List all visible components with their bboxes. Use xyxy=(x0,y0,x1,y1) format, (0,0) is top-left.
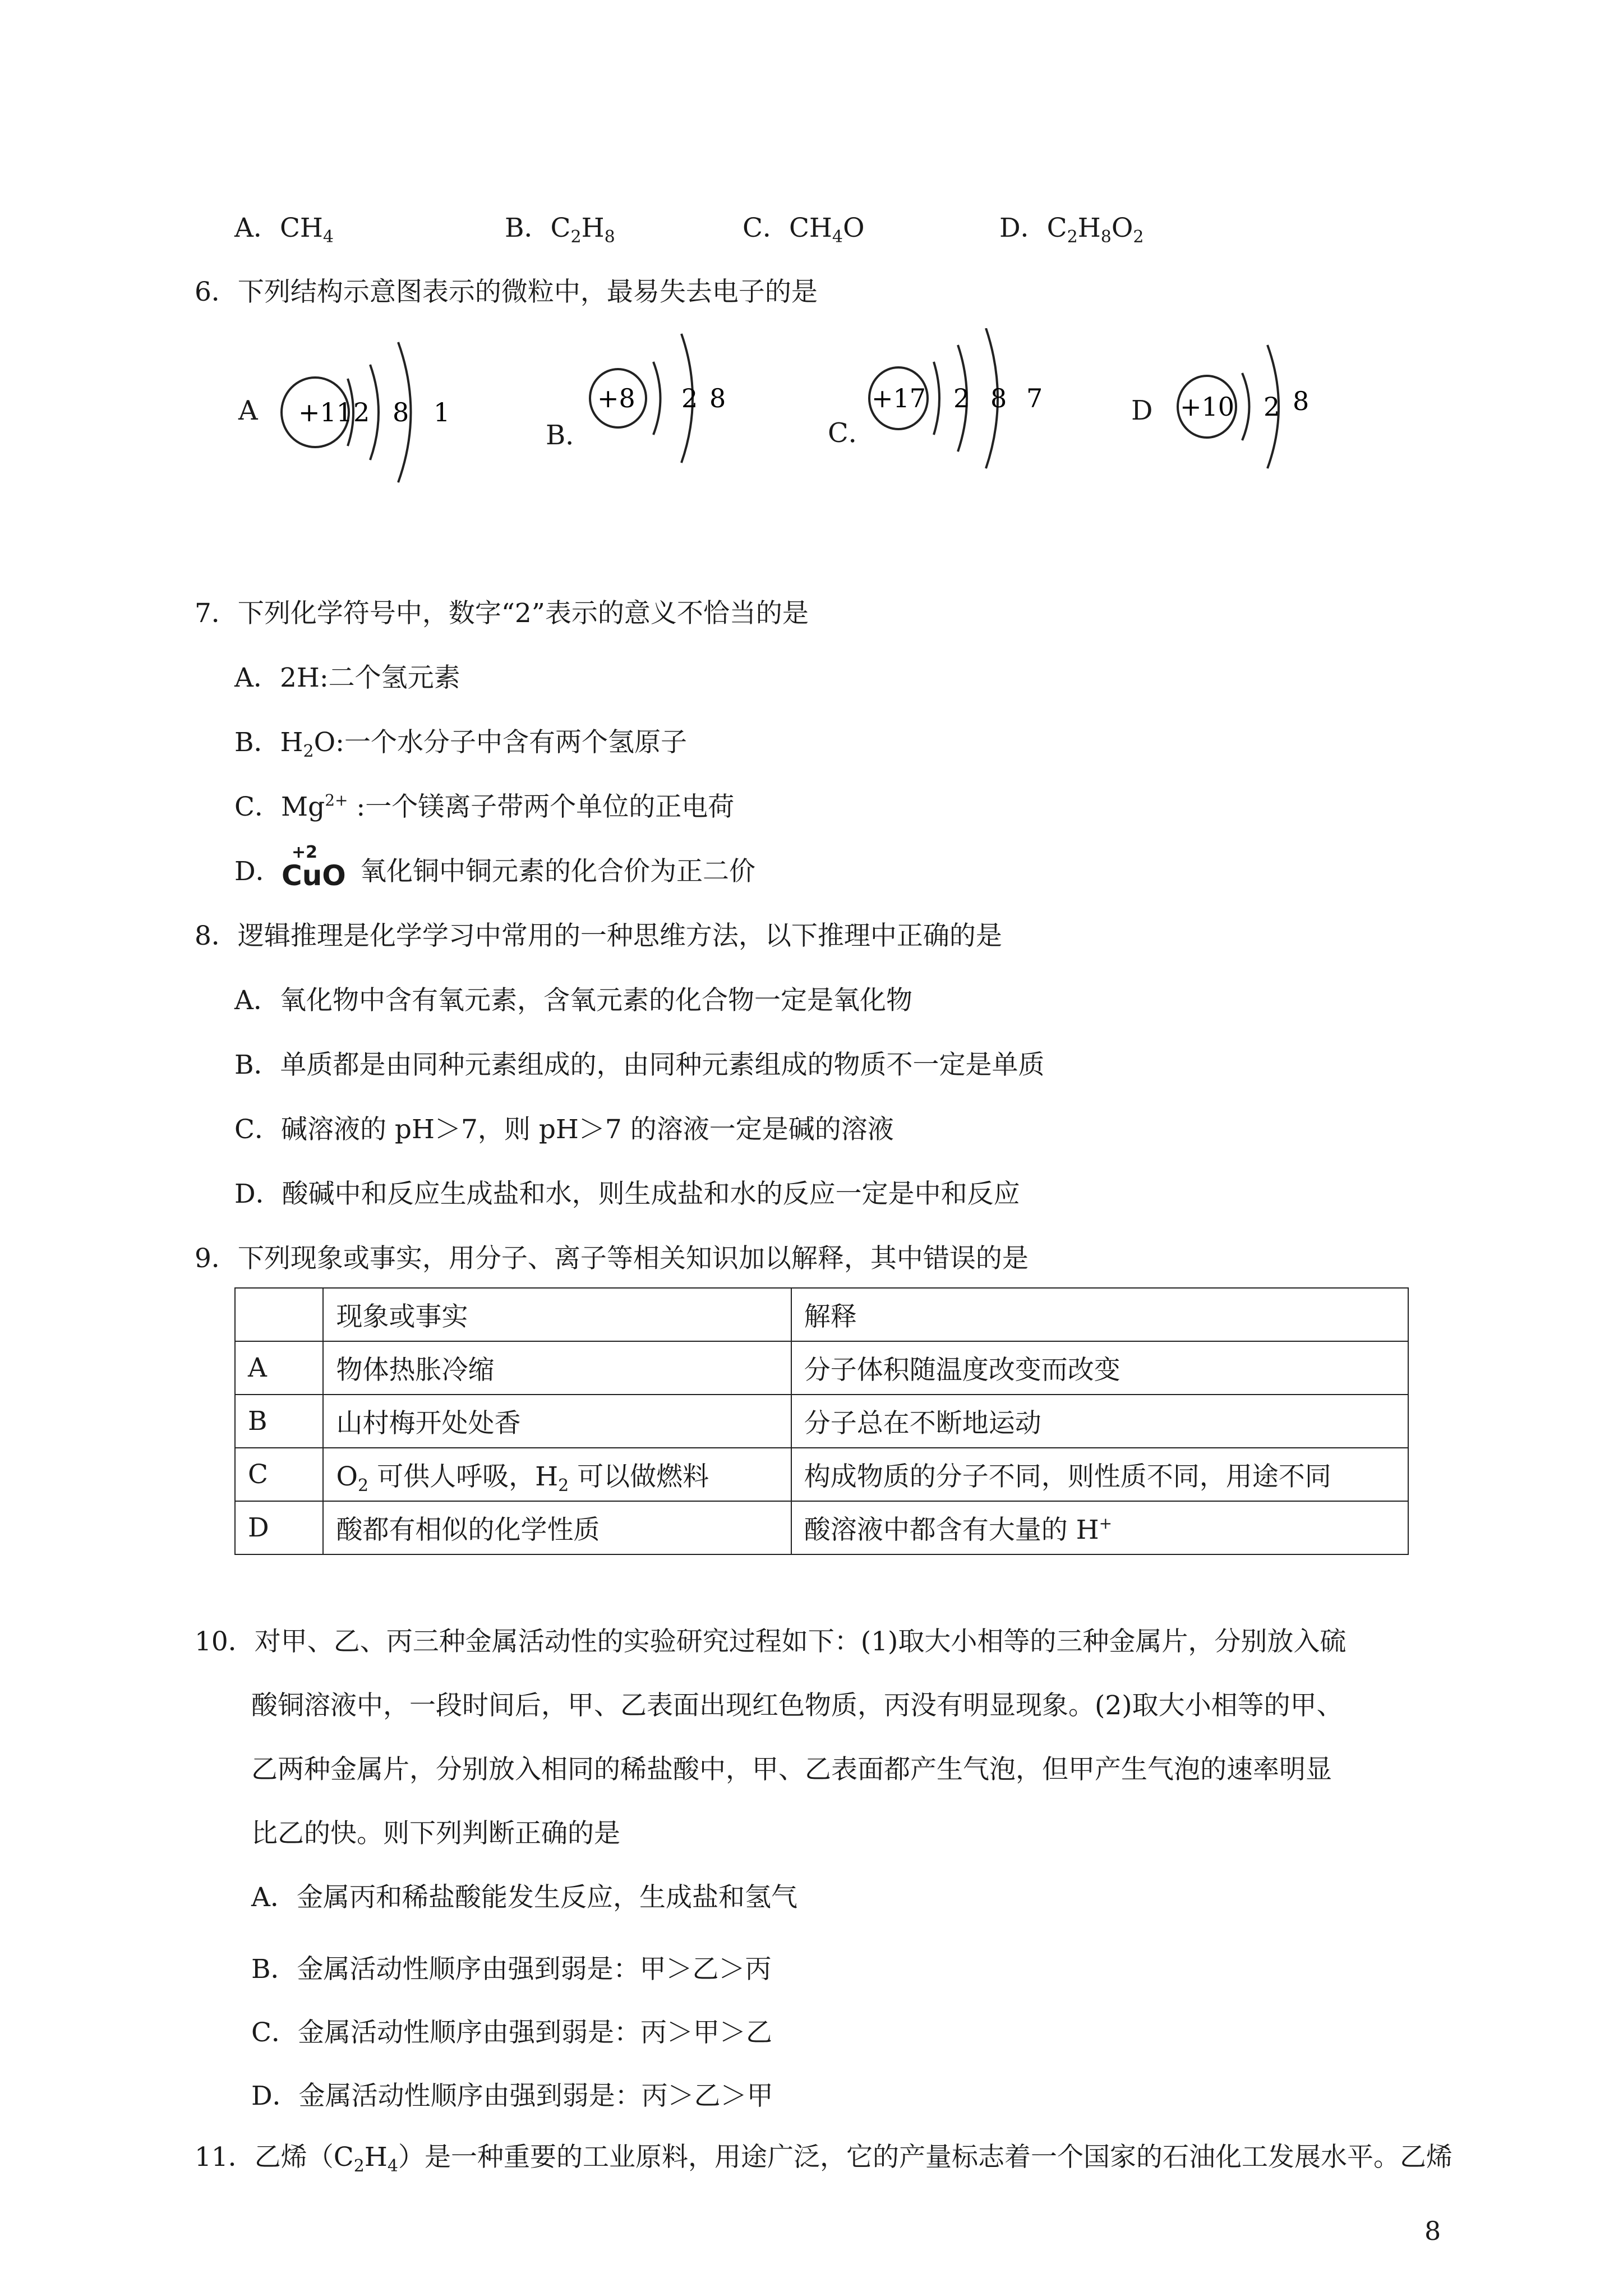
q10-stem-line-2: 酸铜溶液中，一段时间后，甲、乙表面出现红色物质，丙没有明显现象。(2)取大小相等的甲、 xyxy=(251,1690,1343,1721)
table-header-cell: 解释 xyxy=(791,1288,1408,1341)
q6-atom-a-shell-3: 1 xyxy=(434,397,450,427)
q6-atom-d-diagram xyxy=(1172,334,1340,480)
q6-atom-b-diagram xyxy=(583,328,751,474)
q10-stem-line-1: 10．对甲、乙、丙三种金属活动性的实验研究过程如下：(1)取大小相等的三种金属片，分别放入硫 xyxy=(195,1626,1347,1657)
table-header-cell xyxy=(235,1288,323,1341)
q6-atom-d-nucleus: +10 xyxy=(1180,392,1235,422)
q6-atom-b-nucleus: +8 xyxy=(597,383,635,413)
table-cell-explain: 酸溶液中都含有大量的 H+ xyxy=(791,1501,1408,1554)
q8-option-a: A．氧化物中含有氧元素，含氧元素的化合物一定是氧化物 xyxy=(234,985,912,1016)
table-row xyxy=(235,1501,1408,1554)
table-cell-explain: 分子总在不断地运动 xyxy=(791,1395,1408,1448)
q6-atom-d-label: D xyxy=(1131,395,1153,426)
q7-option-c: C．$Mg^{2+}$ :一个镁离子带两个单位的正电荷 xyxy=(234,791,735,822)
table-cell-fact: $O_2$ 可供人呼吸，$H_2$ 可以做燃料 xyxy=(323,1448,791,1501)
q8-option-c: C．碱溶液的 pH＞7，则 pH＞7 的溶液一定是碱的溶液 xyxy=(234,1114,894,1145)
q8-option-b: B．单质都是由同种元素组成的，由同种元素组成的物质不一定是单质 xyxy=(234,1050,1045,1080)
q5-option-b: B．$C_2H_8$ xyxy=(505,213,615,247)
table-cell-explain: 分子体积随温度改变而改变 xyxy=(791,1341,1408,1395)
table-row xyxy=(235,1448,1408,1501)
q9-stem: 9．下列现象或事实，用分子、离子等相关知识加以解释，其中错误的是 xyxy=(195,1243,1029,1274)
q10-stem-line-4: 比乙的快。则下列判断正确的是 xyxy=(251,1818,620,1849)
cuo-valence-formula: +2 CuO xyxy=(282,843,346,892)
q5-option-d: D．$C_2H_8O_2$ xyxy=(999,213,1144,247)
table-header-cell: 现象或事实 xyxy=(323,1288,791,1341)
q6-atom-d-shell-1: 2 xyxy=(1264,392,1280,422)
table-header-row xyxy=(235,1288,1408,1341)
q10-stem-line-3: 乙两种金属片，分别放入相同的稀盐酸中，甲、乙表面都产生气泡，但甲产生气泡的速率明显 xyxy=(251,1754,1332,1785)
q6-atom-b-label: B． xyxy=(546,420,593,451)
q6-atom-b-shell-2: 8 xyxy=(709,383,726,413)
q6-atom-a-shell-2: 8 xyxy=(393,397,409,427)
q7-stem: 7．下列化学符号中，数字“2”表示的意义不恰当的是 xyxy=(195,598,809,629)
q6-atom-a-label: A xyxy=(238,395,258,426)
q6-atom-c-shell-3: 7 xyxy=(1026,383,1043,413)
table-cell-key: C xyxy=(235,1448,323,1501)
q6-atom-c-label: C． xyxy=(828,417,875,449)
q6-atom-c-diagram xyxy=(864,328,1066,474)
q10-option-a: A．金属丙和稀盐酸能发生反应，生成盐和氢气 xyxy=(251,1882,797,1913)
q6-atom-c-shell-2: 8 xyxy=(990,383,1007,413)
q7-option-d-prefix: D． xyxy=(234,856,282,887)
q8-stem: 8．逻辑推理是化学学习中常用的一种思维方法，以下推理中正确的是 xyxy=(195,921,1002,951)
q6-atom-c-nucleus: +17 xyxy=(872,383,926,413)
q6-stem: 6．下列结构示意图表示的微粒中，最易失去电子的是 xyxy=(195,277,818,307)
table-row xyxy=(235,1341,1408,1395)
table-row xyxy=(235,1395,1408,1448)
table-cell-key: D xyxy=(235,1501,323,1554)
q10-option-d: D．金属活动性顺序由强到弱是：丙＞乙＞甲 xyxy=(251,2081,773,2111)
table-cell-fact: 物体热胀冷缩 xyxy=(323,1341,791,1395)
table-cell-key: B xyxy=(235,1395,323,1448)
q6-atom-b-shell-1: 2 xyxy=(681,383,698,413)
table-cell-explain: 构成物质的分子不同，则性质不同，用途不同 xyxy=(791,1448,1408,1501)
q7-option-b: B．$H_2O$:一个水分子中含有两个氢原子 xyxy=(234,727,687,761)
q7-option-a: A．2H:二个氢元素 xyxy=(234,662,460,693)
q6-atom-a-nucleus: +11 xyxy=(298,397,353,427)
page-number: 8 xyxy=(1424,2216,1441,2246)
table-cell-fact: 山村梅开处处香 xyxy=(323,1395,791,1448)
q11-stem: 11．乙烯$(C_2H_4)$是一种重要的工业原料，用途广泛，它的产量标志着一个国家的石油化工发展水平。乙烯 xyxy=(195,2142,1453,2176)
q6-atom-a-shell-1: 2 xyxy=(353,397,370,427)
q6-atom-c-shell-1: 2 xyxy=(953,383,970,413)
table-cell-key: A xyxy=(235,1341,323,1395)
q6-atom-a-diagram xyxy=(275,334,465,491)
q9-table xyxy=(234,1287,1409,1555)
q5-option-a: A．$CH_4$ xyxy=(234,213,334,247)
q10-option-c: C．金属活动性顺序由强到弱是：丙＞甲＞乙 xyxy=(251,2017,772,2048)
q8-option-d: D．酸碱中和反应生成盐和水，则生成盐和水的反应一定是中和反应 xyxy=(234,1179,1020,1209)
q7-option-d-text: 氧化铜中铜元素的化合价为正二价 xyxy=(360,856,755,887)
q5-option-c: C．$CH_4O$ xyxy=(743,213,865,247)
table-cell-fact: 酸都有相似的化学性质 xyxy=(323,1501,791,1554)
q6-atom-d-shell-2: 8 xyxy=(1293,386,1310,416)
q10-option-b: B．金属活动性顺序由强到弱是：甲＞乙＞丙 xyxy=(251,1954,772,1985)
